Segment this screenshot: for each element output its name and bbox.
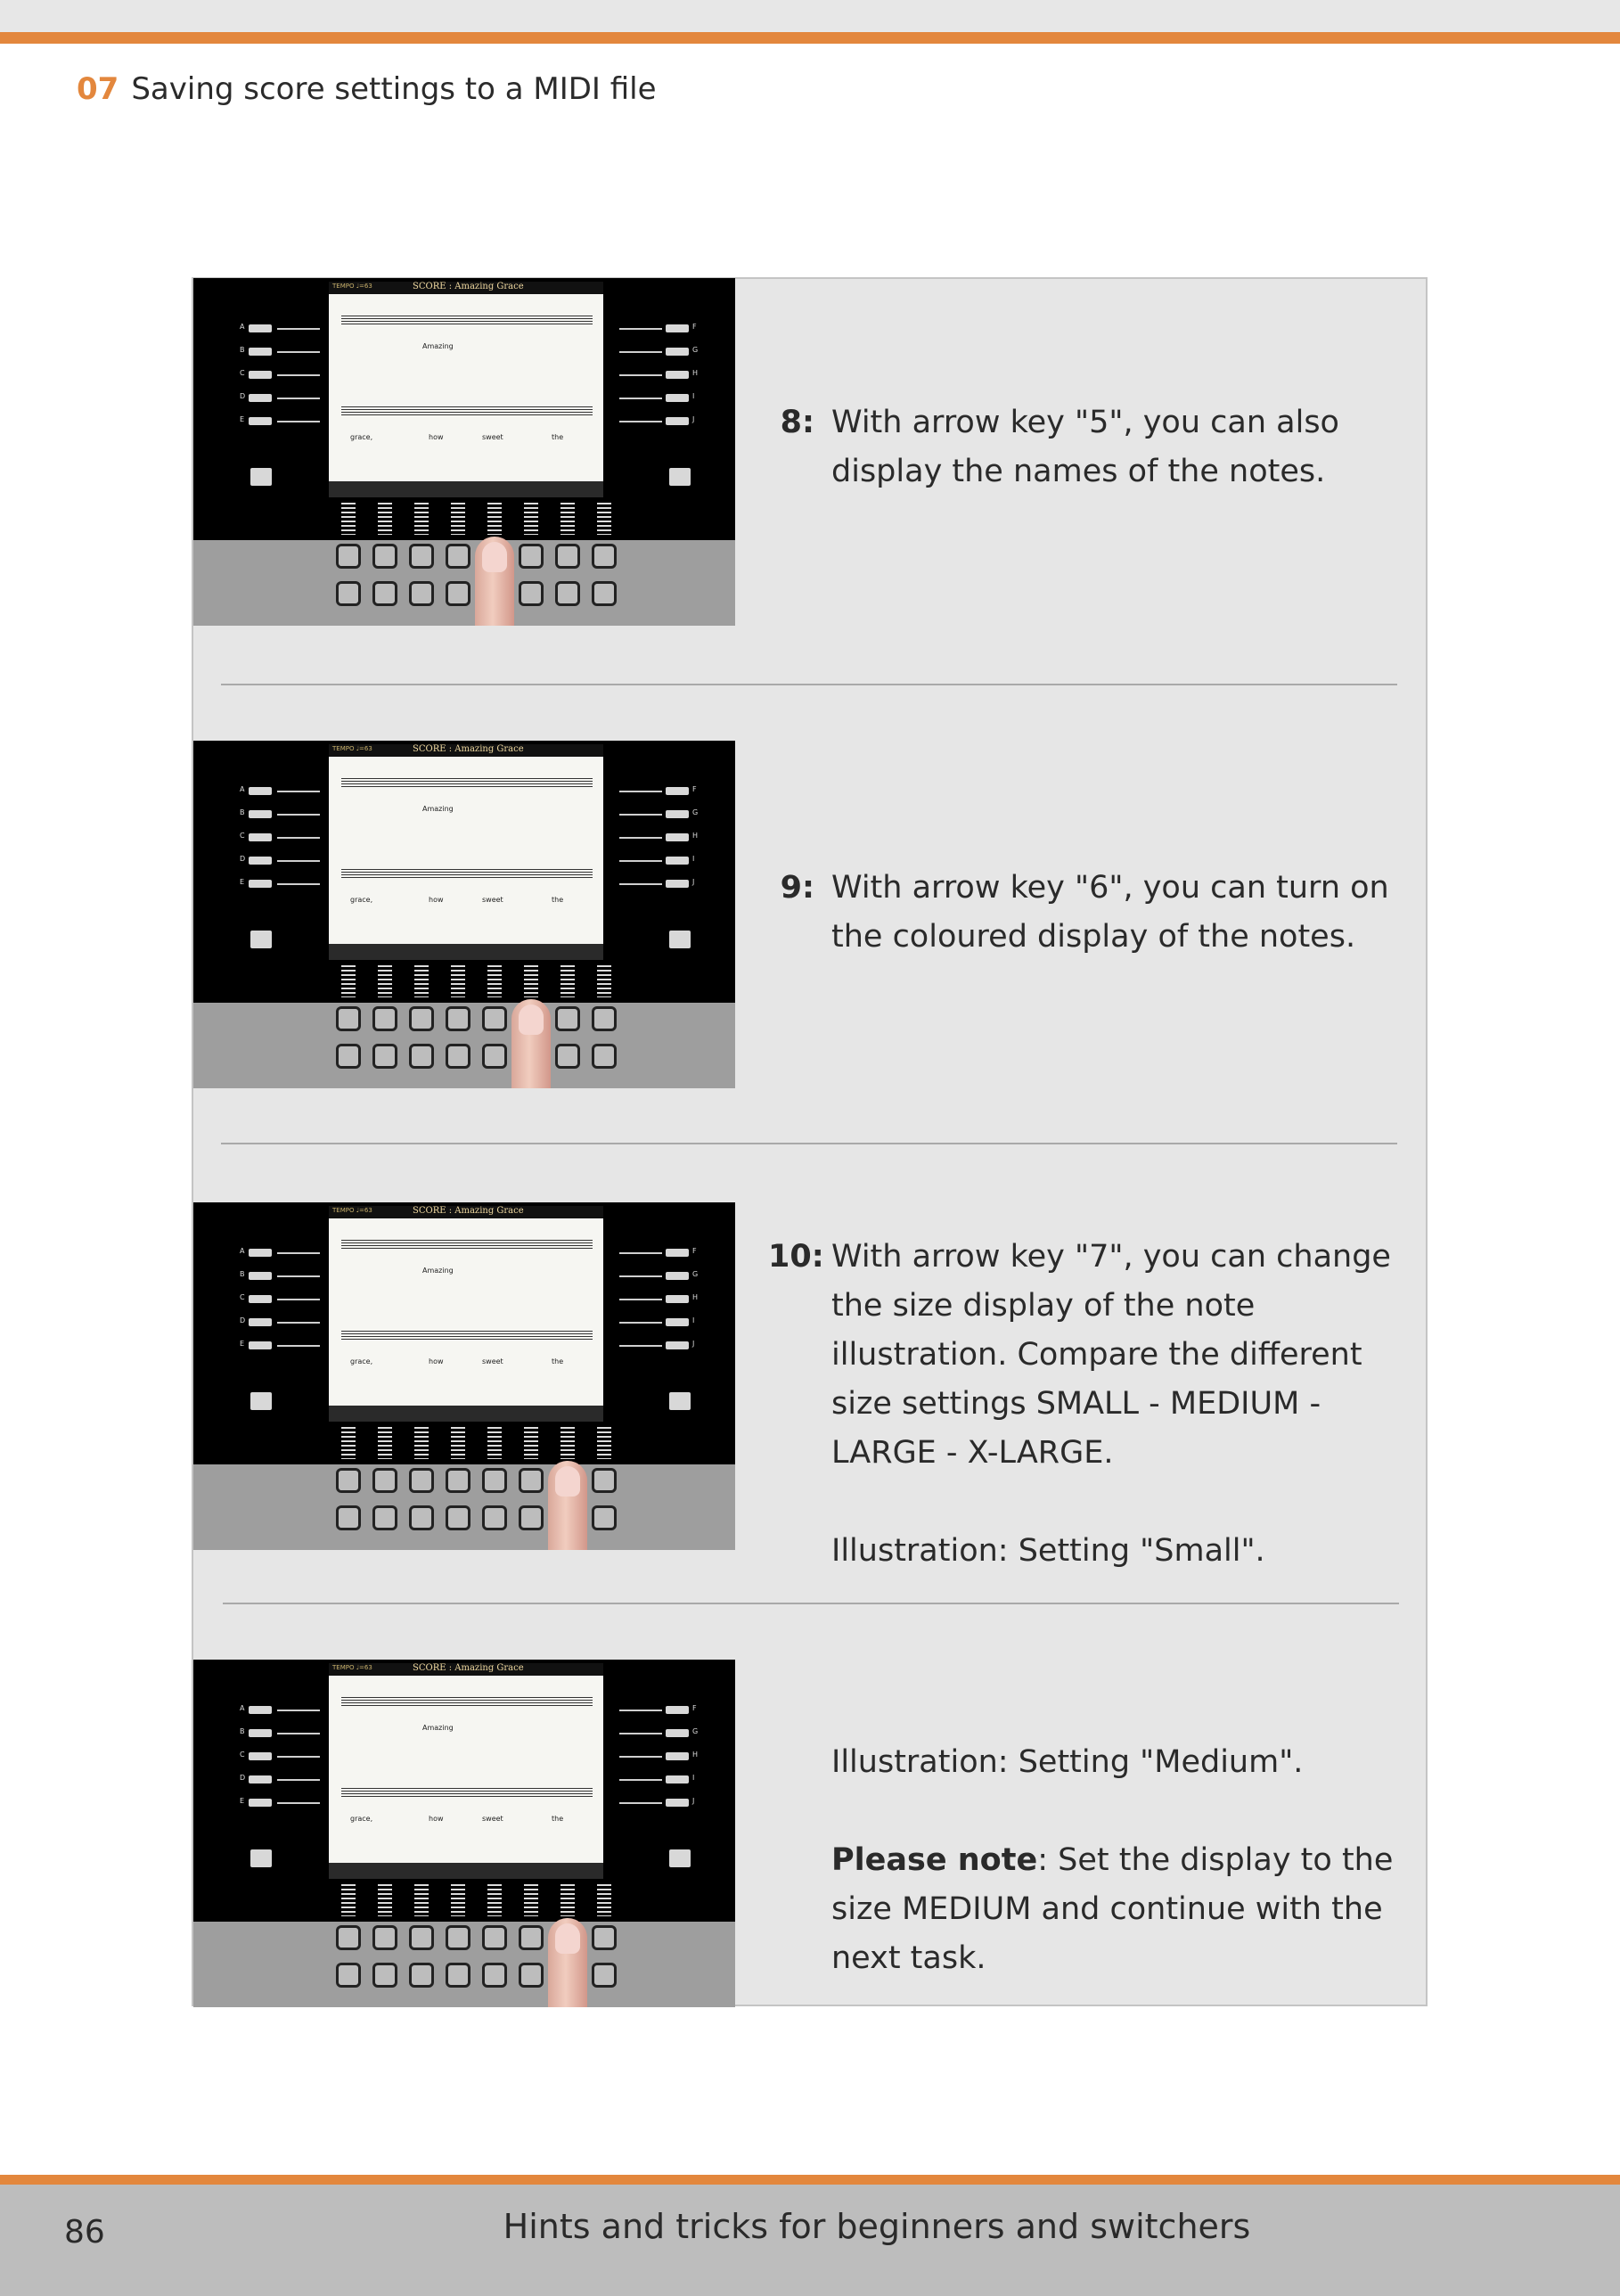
side-button[interactable] — [249, 394, 272, 402]
slider-slot — [378, 1427, 392, 1459]
slider-slot — [524, 1884, 538, 1916]
lyric-word: the — [552, 1357, 564, 1365]
number-key-upper[interactable] — [409, 1006, 434, 1031]
page-number: 86 — [64, 2214, 105, 2251]
slider-slot — [378, 965, 392, 997]
number-key-upper[interactable] — [336, 1468, 361, 1493]
number-key-upper[interactable] — [409, 1925, 434, 1950]
number-key-lower[interactable] — [336, 1505, 361, 1530]
side-button[interactable] — [666, 787, 689, 795]
keyboard-display-photo — [193, 1660, 735, 2007]
side-button[interactable] — [666, 1318, 689, 1326]
side-button[interactable] — [249, 833, 272, 841]
step-number: 10: — [768, 1239, 824, 1275]
side-button[interactable] — [666, 1249, 689, 1257]
side-line — [619, 791, 662, 792]
illustration-caption: Illustration: Setting "Small". — [831, 1533, 1265, 1569]
side-button-label: G — [692, 346, 699, 354]
side-button[interactable] — [666, 371, 689, 379]
side-line — [277, 398, 320, 399]
keyboard-display-photo — [193, 741, 735, 1088]
screen-header — [329, 1206, 603, 1218]
side-line — [277, 374, 320, 376]
music-staff — [341, 1331, 593, 1341]
score-screen — [329, 1663, 603, 1863]
number-key-upper[interactable] — [372, 1468, 397, 1493]
side-line — [619, 883, 662, 885]
number-key-lower[interactable] — [555, 1044, 580, 1069]
side-button-label: H — [692, 1751, 699, 1759]
number-key-upper[interactable] — [519, 1468, 544, 1493]
step-text: With arrow key "6", you can turn on the coloured display of the notes. — [831, 870, 1389, 955]
side-button-label: A — [240, 1704, 245, 1712]
side-button-label: C — [240, 1293, 245, 1301]
side-button[interactable] — [249, 1752, 272, 1760]
number-key-lower[interactable] — [336, 581, 361, 606]
top-accent-rule — [0, 32, 1620, 44]
score-title: SCORE : Amazing Grace — [413, 1663, 524, 1673]
side-line — [619, 1710, 662, 1711]
lyric-word: the — [552, 896, 564, 904]
music-staff — [341, 1788, 593, 1799]
side-button-label: F — [692, 1247, 697, 1255]
side-button[interactable] — [249, 1272, 272, 1280]
number-key-upper[interactable] — [592, 1925, 617, 1950]
side-line — [619, 1733, 662, 1734]
number-key-lower[interactable] — [372, 581, 397, 606]
side-line — [619, 814, 662, 816]
number-key-upper[interactable] — [336, 544, 361, 569]
side-line — [277, 1710, 320, 1711]
slider-slot — [597, 1427, 611, 1459]
side-button[interactable] — [666, 1295, 689, 1303]
side-line — [277, 883, 320, 885]
side-line — [619, 1322, 662, 1324]
side-button-label: A — [240, 785, 245, 793]
number-key-upper[interactable] — [482, 1006, 507, 1031]
step-number: 8: — [780, 405, 814, 440]
slider-slot — [341, 503, 356, 535]
number-key-upper[interactable] — [446, 544, 470, 569]
number-key-upper[interactable] — [409, 544, 434, 569]
slider-slot — [378, 1884, 392, 1916]
number-key-upper[interactable] — [336, 1006, 361, 1031]
side-button-label: G — [692, 1727, 699, 1735]
side-button[interactable] — [666, 1729, 689, 1737]
number-key-upper[interactable] — [519, 1925, 544, 1950]
side-button-label: B — [240, 1270, 245, 1278]
side-button-label: G — [692, 808, 699, 816]
side-button[interactable] — [666, 394, 689, 402]
side-button[interactable] — [249, 371, 272, 379]
number-key-upper[interactable] — [372, 1006, 397, 1031]
lyric-word: the — [552, 433, 564, 441]
number-key-lower[interactable] — [409, 1963, 434, 1988]
note-label: Please note — [831, 1842, 1038, 1878]
number-key-lower[interactable] — [482, 1505, 507, 1530]
slider-slot — [560, 1884, 575, 1916]
lyric-word: how — [429, 1357, 444, 1365]
score-screen — [329, 282, 603, 481]
side-button-label: A — [240, 323, 245, 331]
side-button[interactable] — [666, 857, 689, 865]
side-button-label: I — [692, 392, 695, 400]
slider-slot — [451, 1427, 465, 1459]
tempo-label: TEMPO ♩=63 — [332, 1664, 372, 1671]
number-key-lower[interactable] — [519, 581, 544, 606]
side-line — [619, 351, 662, 353]
slider-slot — [414, 1427, 429, 1459]
finger-pressing-key — [548, 1918, 587, 2007]
lyric-word: Amazing — [422, 805, 454, 813]
lyric-word: grace, — [350, 433, 373, 441]
side-line — [277, 1756, 320, 1758]
number-key-lower[interactable] — [482, 1044, 507, 1069]
exit-button[interactable] — [669, 1392, 691, 1410]
side-button[interactable] — [666, 1799, 689, 1807]
lyric-word: sweet — [482, 433, 503, 441]
side-line — [277, 1345, 320, 1347]
music-staff — [341, 1240, 593, 1250]
side-button[interactable] — [666, 1341, 689, 1349]
side-button-label: C — [240, 369, 245, 377]
side-line — [619, 374, 662, 376]
chapter-number: 07 — [77, 71, 119, 107]
number-key-upper[interactable] — [409, 1468, 434, 1493]
slider-slot — [560, 965, 575, 997]
step-text: With arrow key "5", you can also display the names of the notes. — [831, 405, 1339, 489]
side-button[interactable] — [249, 810, 272, 818]
screen-header — [329, 744, 603, 757]
side-button[interactable] — [666, 880, 689, 888]
side-button-label: E — [240, 415, 245, 423]
side-button-label: J — [692, 1797, 695, 1805]
slider-slot — [451, 1884, 465, 1916]
music-staff — [341, 778, 593, 789]
direct-access-button[interactable] — [250, 468, 272, 486]
side-button[interactable] — [249, 787, 272, 795]
side-button[interactable] — [249, 1706, 272, 1714]
side-button[interactable] — [249, 880, 272, 888]
page-header — [77, 71, 657, 107]
side-button-label: J — [692, 878, 695, 886]
slider-slot — [524, 1427, 538, 1459]
slider-slot — [414, 1884, 429, 1916]
soft-key-bar — [329, 1863, 603, 1879]
number-key-lower[interactable] — [592, 1044, 617, 1069]
side-button[interactable] — [249, 1341, 272, 1349]
lyric-word: sweet — [482, 1815, 503, 1823]
side-line — [619, 860, 662, 862]
side-button[interactable] — [249, 1729, 272, 1737]
music-staff — [341, 1697, 593, 1708]
side-line — [277, 791, 320, 792]
lyric-word: Amazing — [422, 1267, 454, 1275]
exit-button[interactable] — [669, 1849, 691, 1867]
side-button-label: D — [240, 392, 246, 400]
number-key-lower[interactable] — [519, 1963, 544, 1988]
slider-slot — [487, 965, 502, 997]
number-key-lower[interactable] — [592, 581, 617, 606]
screen-header — [329, 1663, 603, 1676]
side-button[interactable] — [249, 1799, 272, 1807]
side-button[interactable] — [666, 1706, 689, 1714]
number-key-upper[interactable] — [482, 1468, 507, 1493]
side-button-label: J — [692, 1340, 695, 1348]
side-button[interactable] — [666, 1775, 689, 1784]
direct-access-button[interactable] — [250, 931, 272, 948]
number-key-lower[interactable] — [446, 1963, 470, 1988]
side-line — [619, 1299, 662, 1300]
side-button[interactable] — [666, 417, 689, 425]
number-key-lower[interactable] — [555, 581, 580, 606]
number-key-upper[interactable] — [446, 1468, 470, 1493]
please-note — [831, 1836, 1446, 1983]
slider-slot — [414, 503, 429, 535]
side-button[interactable] — [249, 324, 272, 332]
slider-slot — [560, 1427, 575, 1459]
side-button-label: B — [240, 1727, 245, 1735]
side-line — [277, 860, 320, 862]
score-screen — [329, 1206, 603, 1406]
keyboard-display-photo — [193, 1202, 735, 1550]
side-button[interactable] — [249, 417, 272, 425]
side-line — [619, 1275, 662, 1277]
side-button-label: C — [240, 1751, 245, 1759]
side-button-label: I — [692, 1316, 695, 1324]
side-line — [277, 1322, 320, 1324]
side-button-label: A — [240, 1247, 245, 1255]
side-line — [619, 1779, 662, 1781]
number-key-lower[interactable] — [409, 581, 434, 606]
side-button[interactable] — [666, 833, 689, 841]
keyboard-display-photo — [193, 278, 735, 626]
score-title: SCORE : Amazing Grace — [413, 282, 524, 291]
number-key-lower[interactable] — [446, 581, 470, 606]
side-button-label: D — [240, 855, 246, 863]
side-button-label: F — [692, 785, 697, 793]
footer-text: Hints and tricks for beginners and switchers — [503, 2207, 1251, 2246]
side-line — [277, 1779, 320, 1781]
soft-key-bar — [329, 944, 603, 960]
step-divider — [223, 1603, 1399, 1604]
music-staff — [341, 316, 593, 326]
number-key-lower[interactable] — [482, 1963, 507, 1988]
slider-slot — [597, 965, 611, 997]
number-key-lower[interactable] — [336, 1044, 361, 1069]
lyric-word: grace, — [350, 896, 373, 904]
side-button[interactable] — [666, 810, 689, 818]
finger-pressing-key — [548, 1461, 587, 1550]
chapter-title: Saving score settings to a MIDI file — [131, 71, 657, 107]
slider-slot — [451, 965, 465, 997]
direct-access-button[interactable] — [250, 1849, 272, 1867]
finger-pressing-key — [511, 999, 551, 1088]
finger-pressing-key — [475, 537, 514, 626]
side-line — [277, 1802, 320, 1804]
side-line — [619, 398, 662, 399]
slider-slot — [341, 965, 356, 997]
side-button-label: H — [692, 369, 699, 377]
slider-slot — [560, 503, 575, 535]
slider-slot — [487, 1427, 502, 1459]
side-button-label: H — [692, 1293, 699, 1301]
number-key-lower[interactable] — [409, 1044, 434, 1069]
number-key-upper[interactable] — [482, 1925, 507, 1950]
number-key-upper[interactable] — [519, 544, 544, 569]
number-key-upper[interactable] — [592, 544, 617, 569]
side-line — [619, 1756, 662, 1758]
direct-access-button[interactable] — [250, 1392, 272, 1410]
side-line — [277, 1275, 320, 1277]
side-line — [619, 328, 662, 330]
side-line — [277, 1299, 320, 1300]
number-key-lower[interactable] — [409, 1505, 434, 1530]
step-divider — [221, 684, 1397, 685]
side-line — [619, 1345, 662, 1347]
side-line — [619, 421, 662, 422]
number-key-upper[interactable] — [446, 1925, 470, 1950]
slider-slot — [524, 503, 538, 535]
number-key-upper[interactable] — [592, 1006, 617, 1031]
number-key-upper[interactable] — [446, 1006, 470, 1031]
score-screen — [329, 744, 603, 944]
lyric-word: Amazing — [422, 342, 454, 350]
slider-slot — [378, 503, 392, 535]
number-key-lower[interactable] — [372, 1044, 397, 1069]
side-button-label: D — [240, 1316, 246, 1324]
side-button-label: F — [692, 323, 697, 331]
side-button-label: H — [692, 832, 699, 840]
exit-button[interactable] — [669, 468, 691, 486]
side-line — [277, 351, 320, 353]
side-button-label: E — [240, 1340, 245, 1348]
footer-accent-rule — [0, 2175, 1620, 2185]
top-strip — [0, 0, 1620, 32]
number-key-lower[interactable] — [446, 1505, 470, 1530]
number-key-lower[interactable] — [446, 1044, 470, 1069]
side-line — [277, 814, 320, 816]
soft-key-bar — [329, 1406, 603, 1422]
lyric-word: sweet — [482, 1357, 503, 1365]
number-key-upper[interactable] — [555, 1006, 580, 1031]
number-key-upper[interactable] — [372, 1925, 397, 1950]
number-key-upper[interactable] — [372, 544, 397, 569]
number-key-lower[interactable] — [372, 1963, 397, 1988]
lyric-word: grace, — [350, 1357, 373, 1365]
lyric-word: sweet — [482, 896, 503, 904]
exit-button[interactable] — [669, 931, 691, 948]
step-number: 9: — [780, 870, 814, 906]
side-line — [277, 837, 320, 839]
step-text: With arrow key "7", you can change the size display of the note illustration. Compare the different size settings SMALL - MEDIUM - LARGE - X-LARGE. — [831, 1239, 1391, 1471]
side-line — [619, 1802, 662, 1804]
tempo-label: TEMPO ♩=63 — [332, 745, 372, 752]
lyric-word: Amazing — [422, 1724, 454, 1732]
lyric-word: how — [429, 433, 444, 441]
side-button-label: B — [240, 808, 245, 816]
side-button[interactable] — [249, 1775, 272, 1784]
number-key-lower[interactable] — [592, 1963, 617, 1988]
side-button[interactable] — [249, 857, 272, 865]
illustration-caption: Illustration: Setting "Medium". — [831, 1744, 1304, 1780]
soft-key-bar — [329, 481, 603, 497]
side-button[interactable] — [249, 348, 272, 356]
music-staff — [341, 869, 593, 880]
side-button-label: G — [692, 1270, 699, 1278]
side-button-label: B — [240, 346, 245, 354]
side-button[interactable] — [249, 1295, 272, 1303]
side-button-label: F — [692, 1704, 697, 1712]
side-button[interactable] — [666, 1272, 689, 1280]
music-staff — [341, 406, 593, 417]
side-button-label: D — [240, 1774, 246, 1782]
number-key-lower[interactable] — [519, 1505, 544, 1530]
number-key-lower[interactable] — [336, 1963, 361, 1988]
slider-slot — [487, 503, 502, 535]
step-divider — [221, 1143, 1397, 1144]
slider-slot — [341, 1884, 356, 1916]
side-line — [619, 1252, 662, 1254]
side-button-label: I — [692, 1774, 695, 1782]
side-line — [619, 837, 662, 839]
tempo-label: TEMPO ♩=63 — [332, 1207, 372, 1214]
side-button-label: E — [240, 878, 245, 886]
number-key-upper[interactable] — [592, 1468, 617, 1493]
slider-slot — [414, 965, 429, 997]
slider-slot — [524, 965, 538, 997]
lyric-word: how — [429, 896, 444, 904]
side-button-label: C — [240, 832, 245, 840]
side-button-label: E — [240, 1797, 245, 1805]
note-text: : Set the display to the size MEDIUM and continue with the next task. — [831, 1842, 1394, 1976]
lyric-word: how — [429, 1815, 444, 1823]
side-button[interactable] — [666, 348, 689, 356]
screen-header — [329, 282, 603, 294]
side-button-label: I — [692, 855, 695, 863]
lyric-word: grace, — [350, 1815, 373, 1823]
side-button[interactable] — [666, 324, 689, 332]
number-key-lower[interactable] — [372, 1505, 397, 1530]
side-line — [277, 421, 320, 422]
lyric-word: the — [552, 1815, 564, 1823]
number-key-lower[interactable] — [592, 1505, 617, 1530]
side-button[interactable] — [249, 1249, 272, 1257]
side-button-label: J — [692, 415, 695, 423]
slider-slot — [597, 1884, 611, 1916]
slider-slot — [451, 503, 465, 535]
number-key-upper[interactable] — [336, 1925, 361, 1950]
slider-slot — [597, 503, 611, 535]
side-line — [277, 1733, 320, 1734]
side-button[interactable] — [249, 1318, 272, 1326]
number-key-upper[interactable] — [555, 544, 580, 569]
slider-slot — [487, 1884, 502, 1916]
tempo-label: TEMPO ♩=63 — [332, 283, 372, 290]
score-title: SCORE : Amazing Grace — [413, 1206, 524, 1216]
score-title: SCORE : Amazing Grace — [413, 744, 524, 754]
side-button[interactable] — [666, 1752, 689, 1760]
slider-slot — [341, 1427, 356, 1459]
side-line — [277, 1252, 320, 1254]
side-line — [277, 328, 320, 330]
